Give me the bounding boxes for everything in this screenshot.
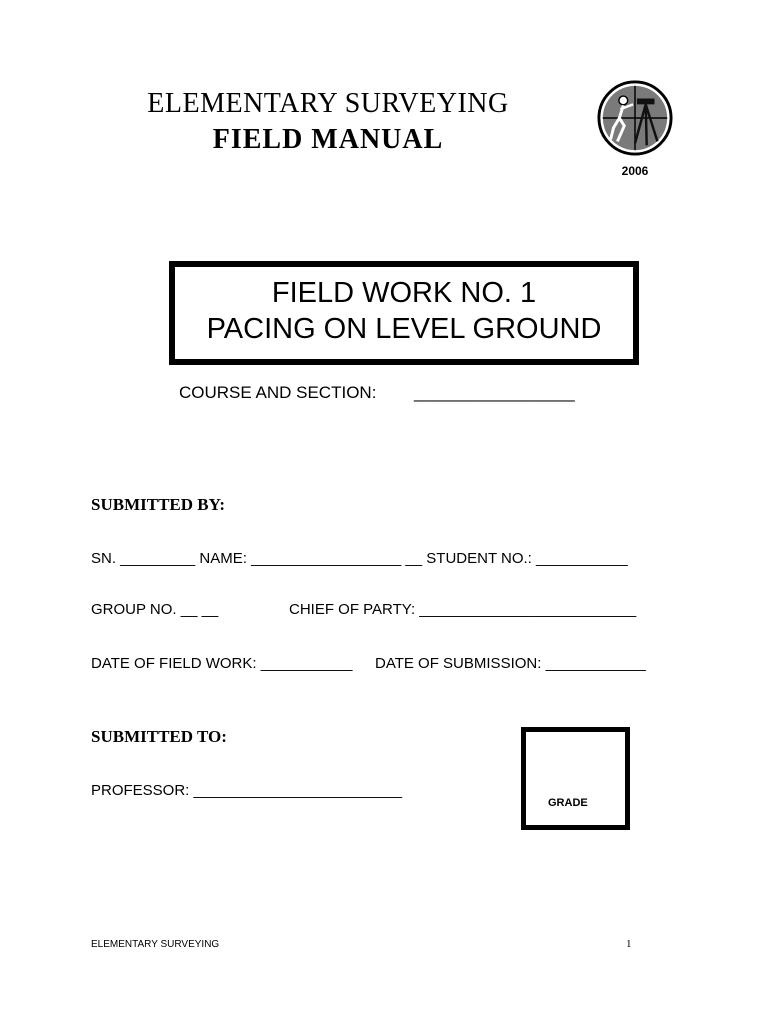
grade-label: GRADE — [548, 797, 588, 809]
grade-box — [521, 727, 630, 830]
course-section-blank[interactable]: _________________ — [414, 383, 575, 402]
page-number: 1 — [626, 938, 632, 950]
footer-title: ELEMENTARY SURVEYING — [91, 939, 220, 950]
field-work-number: FIELD WORK NO. 1 — [271, 277, 537, 309]
manual-subtitle: FIELD MANUAL — [212, 124, 444, 155]
submitted-by-heading: SUBMITTED BY: — [91, 495, 225, 514]
chief-of-party-field[interactable]: CHIEF OF PARTY: __________________________ — [289, 601, 637, 618]
student-info-line[interactable]: SN. _________ NAME: __________________ __ STUDENT NO.: ___________ — [91, 550, 628, 567]
date-of-field-work-field[interactable]: DATE OF FIELD WORK: ___________ — [91, 655, 353, 672]
field-work-topic: PACING ON LEVEL GROUND — [206, 313, 602, 345]
surveyor-logo-icon — [596, 79, 674, 157]
professor-field[interactable]: PROFESSOR: _________________________ — [91, 782, 403, 799]
submitted-to-heading: SUBMITTED TO: — [91, 727, 227, 746]
course-section-label: COURSE AND SECTION: — [179, 383, 377, 402]
group-number-field[interactable]: GROUP NO. __ __ — [91, 601, 219, 618]
field-work-title-box — [169, 261, 639, 365]
date-of-submission-field[interactable]: DATE OF SUBMISSION: ____________ — [375, 655, 646, 672]
manual-title: ELEMENTARY SURVEYING — [147, 88, 509, 119]
logo-year: 2006 — [621, 164, 649, 178]
